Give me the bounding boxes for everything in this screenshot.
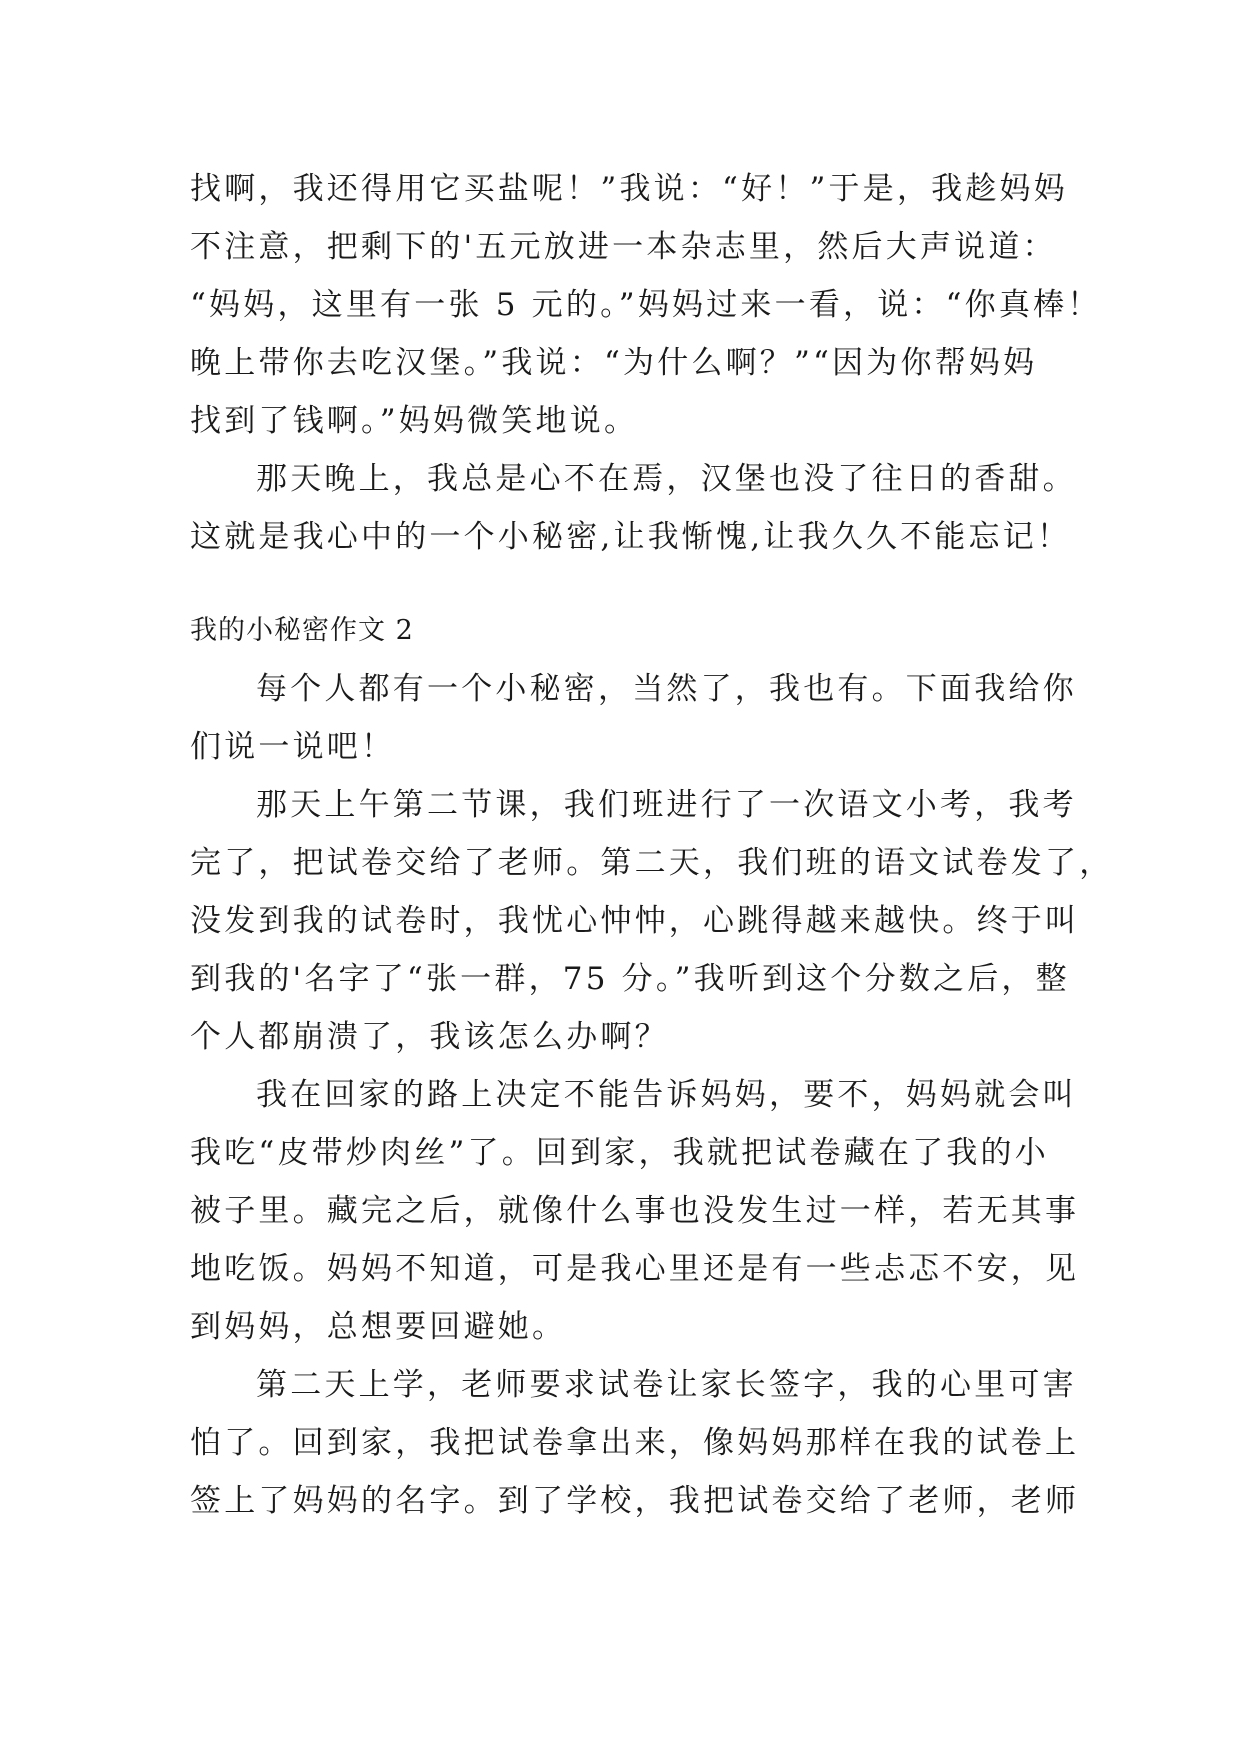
text-line: 怕了。回到家，我把试卷拿出来，像妈妈那样在我的试卷上 [190,1425,1080,1461]
text-line: 找啊，我还得用它买盐呢！”我说：“好！”于是，我趁妈妈 [190,171,1068,207]
paragraph-6 [190,1356,1080,1530]
section-gap [190,566,1060,602]
text-line: 晚上带你去吃汉堡。”我说：“为什么啊？”“因为你帮妈妈 [190,345,1038,381]
document-body [190,160,1114,1530]
paragraph-1 [190,160,1102,450]
text-line: 到我的'名字了“张一群，75 分。”我听到这个分数之后，整 [190,961,1070,997]
text-line: 签上了妈妈的名字。到了学校，我把试卷交给了老师，老师 [190,1483,1080,1519]
text-line: 地吃饭。妈妈不知道，可是我心里还是有一些忐忑不安，见 [190,1251,1080,1287]
text-line: 被子里。藏完之后，就像什么事也没发生过一样，若无其事 [190,1193,1080,1229]
text-line: 不注意，把剩下的'五元放进一本杂志里，然后大声说道： [190,229,1057,265]
text-line: 们说一说吧！ [190,729,396,765]
text-line: 那天上午第二节课，我们班进行了一次语文小考，我考 [256,787,1077,823]
text-line: “妈妈，这里有一张 5 元的。”妈妈过来一看，说：“你真棒！ [190,287,1102,323]
paragraph-5 [190,1066,1080,1356]
text-line: 第二天上学，老师要求试卷让家长签字，我的心里可害 [256,1367,1077,1403]
text-line: 我在回家的路上决定不能告诉妈妈，要不，妈妈就会叫 [256,1077,1077,1113]
text-line: 每个人都有一个小秘密，当然了，我也有。下面我给你 [256,671,1077,707]
paragraph-3 [190,660,1077,776]
text-line: 个人都崩溃了，我该怎么办啊？ [190,1019,669,1055]
text-line: 完了，把试卷交给了老师。第二天，我们班的语文试卷发了， [190,845,1114,881]
text-line: 我吃“皮带炒肉丝”了。回到家，我就把试卷藏在了我的小 [190,1135,1049,1171]
paragraph-2 [190,450,1077,566]
text-line: 到妈妈，总想要回避她。 [190,1309,567,1345]
text-line: 这就是我心中的一个小秘密,让我惭愧,让我久久不能忘记！ [190,519,1072,555]
text-line: 那天晚上，我总是心不在焉，汉堡也没了往日的香甜。 [256,461,1077,497]
essay-title: 我的小秘密作文 2 [190,615,414,646]
paragraph-4 [190,776,1114,1066]
text-line: 没发到我的试卷时，我忧心忡忡，心跳得越来越快。终于叫 [190,903,1080,939]
text-line: 找到了钱啊。”妈妈微笑地说。 [190,403,639,439]
